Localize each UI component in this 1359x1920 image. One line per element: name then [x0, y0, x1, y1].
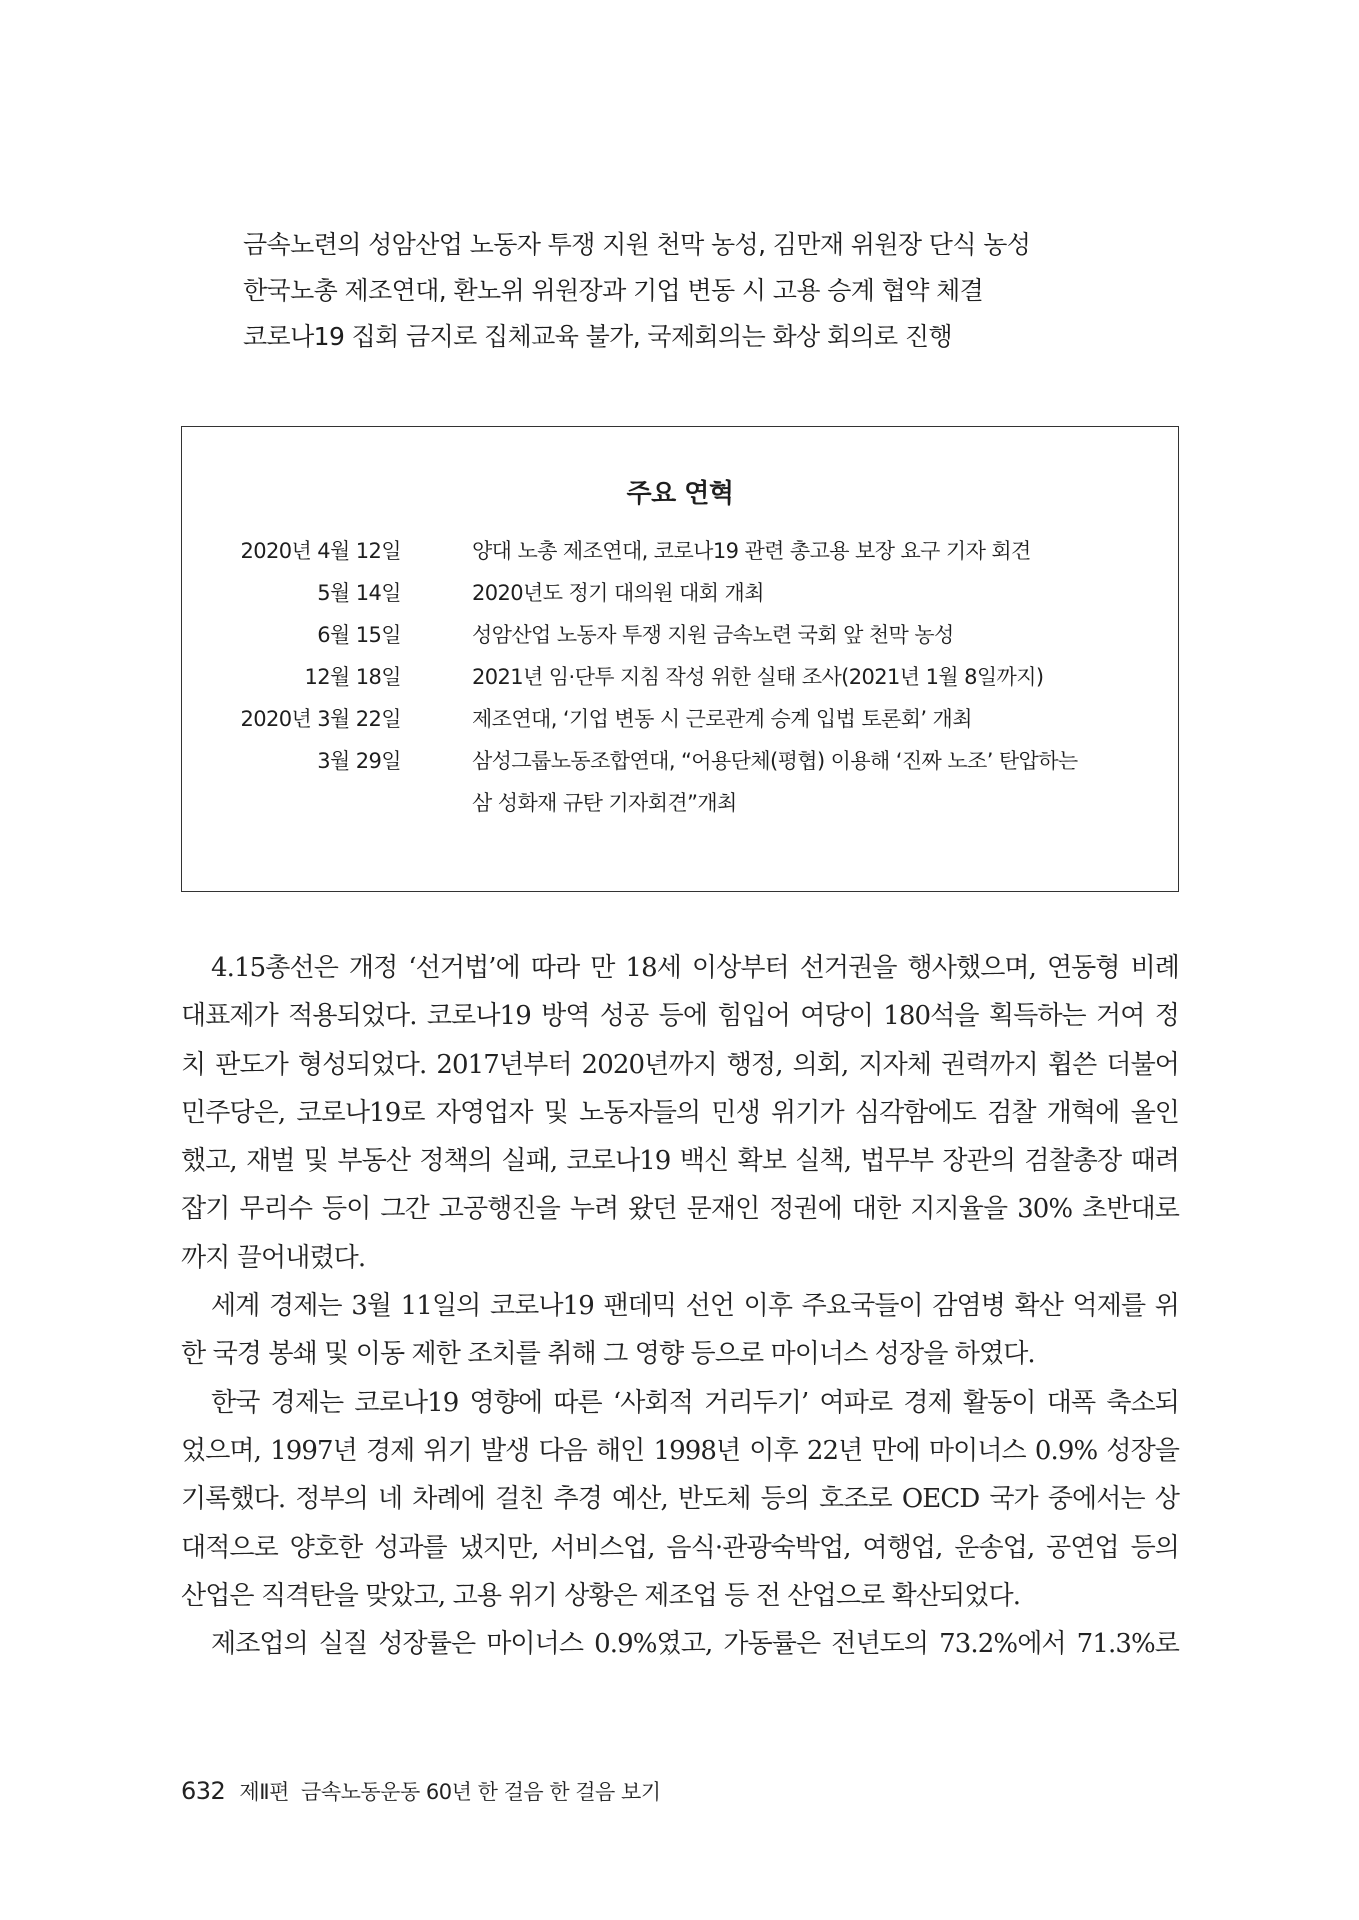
history-entry: [182, 656, 1178, 698]
history-event: 2021년 임·단투 지침 작성 위한 실태 조사(2021년 1월 8일까지): [472, 665, 1044, 689]
summary-line: 금속노련의 성암산업 노동자 투쟁 지원 천막 농성, 김만재 위원장 단식 농성: [243, 230, 1031, 259]
body-line: 까지 끌어내렸다.: [181, 1242, 366, 1273]
body-line: 대표제가 적용되었다. 코로나19 방역 성공 등에 힘입어 여당이 180석을 획득하는 거여 정: [181, 1001, 1179, 1032]
body-line: 산업은 직격탄을 맞았고, 고용 위기 상황은 제조업 등 전 산업으로 확산되었다.: [181, 1580, 1021, 1611]
chapter-summary: [243, 222, 1193, 360]
history-event: 2020년도 정기 대의원 대회 개최: [472, 581, 764, 605]
body-line: 치 판도가 형성되었다. 2017년부터 2020년까지 행정, 의회, 지자체 권력까지 휩쓴 더불어: [181, 1049, 1179, 1080]
history-entry: [182, 572, 1178, 614]
body-line: 대적으로 양호한 성과를 냈지만, 서비스업, 음식·관광숙박업, 여행업, 운송업, 공연업 등의: [181, 1532, 1179, 1563]
history-date: 3월 29일: [317, 749, 401, 773]
body-line: 기록했다. 정부의 네 차례에 걸친 추경 예산, 반도체 등의 호조로 OECD 국가 중에서는 상: [181, 1484, 1179, 1515]
body-text: [181, 944, 1179, 1668]
history-event: 양대 노총 제조연대, 코로나19 관련 총고용 보장 요구 기자 회견: [472, 539, 1031, 563]
body-line: 4.15총선은 개정 ‘선거법’에 따라 만 18세 이상부터 선거권을 행사했으며, 연동형 비례: [211, 953, 1179, 983]
history-event-continuation: 삼 성화재 규탄 기자회견”개최: [472, 791, 737, 815]
history-box: [181, 426, 1179, 892]
footer-part: 제Ⅱ편: [239, 1780, 290, 1804]
footer-book-title: 금속노동운동 60년 한 걸음 한 걸음 보기: [301, 1780, 661, 1804]
history-date: 5월 14일: [317, 581, 401, 605]
history-date: 2020년 3월 22일: [240, 707, 401, 731]
history-entry: [182, 698, 1178, 740]
history-event: 성암산업 노동자 투쟁 지원 금속노련 국회 앞 천막 농성: [472, 623, 954, 647]
history-event: 삼성그룹노동조합연대, “어용단체(평협) 이용해 ‘진짜 노조’ 탄압하는: [472, 749, 1078, 773]
body-line: 한국 경제는 코로나19 영향에 따른 ‘사회적 거리두기’ 여파로 경제 활동이 대폭 축소되: [211, 1387, 1179, 1418]
history-entry: [182, 530, 1178, 572]
history-date: 12월 18일: [304, 665, 401, 689]
history-date: 2020년 4월 12일: [240, 539, 401, 563]
history-entry: [182, 614, 1178, 656]
summary-line: 코로나19 집회 금지로 집체교육 불가, 국제회의는 화상 회의로 진행: [243, 322, 953, 351]
body-line: 제조업의 실질 성장률은 마이너스 0.9%였고, 가동률은 전년도의 73.2%에서 71.3%로: [211, 1629, 1179, 1660]
history-date: 6월 15일: [317, 623, 401, 647]
page-number: 632: [181, 1777, 226, 1805]
body-line: 잡기 무리수 등이 그간 고공행진을 누려 왔던 문재인 정권에 대한 지지율을 30% 초반대로: [181, 1194, 1179, 1225]
body-line: 었으며, 1997년 경제 위기 발생 다음 해인 1998년 이후 22년 만에 마이너스 0.9% 성장을: [181, 1435, 1179, 1466]
body-line: 한 국경 봉쇄 및 이동 제한 조치를 취해 그 영향 등으로 마이너스 성장을 하였다.: [181, 1339, 1035, 1370]
body-line: 했고, 재벌 및 부동산 정책의 실패, 코로나19 백신 확보 실책, 법무부 장관의 검찰총장 때려: [181, 1146, 1179, 1177]
page-footer: [181, 1774, 661, 1808]
history-entry: [182, 740, 1178, 782]
history-box-title: 주요 연혁: [626, 479, 734, 509]
history-event: 제조연대, ‘기업 변동 시 근로관계 승계 입법 토론회’ 개최: [472, 707, 972, 731]
summary-line: 한국노총 제조연대, 환노위 위원장과 기업 변동 시 고용 승계 협약 체결: [243, 276, 984, 305]
body-line: 민주당은, 코로나19로 자영업자 및 노동자들의 민생 위기가 심각함에도 검찰 개혁에 올인: [181, 1097, 1179, 1128]
body-line: 세계 경제는 3월 11일의 코로나19 팬데믹 선언 이후 주요국들이 감염병 확산 억제를 위: [211, 1291, 1179, 1322]
